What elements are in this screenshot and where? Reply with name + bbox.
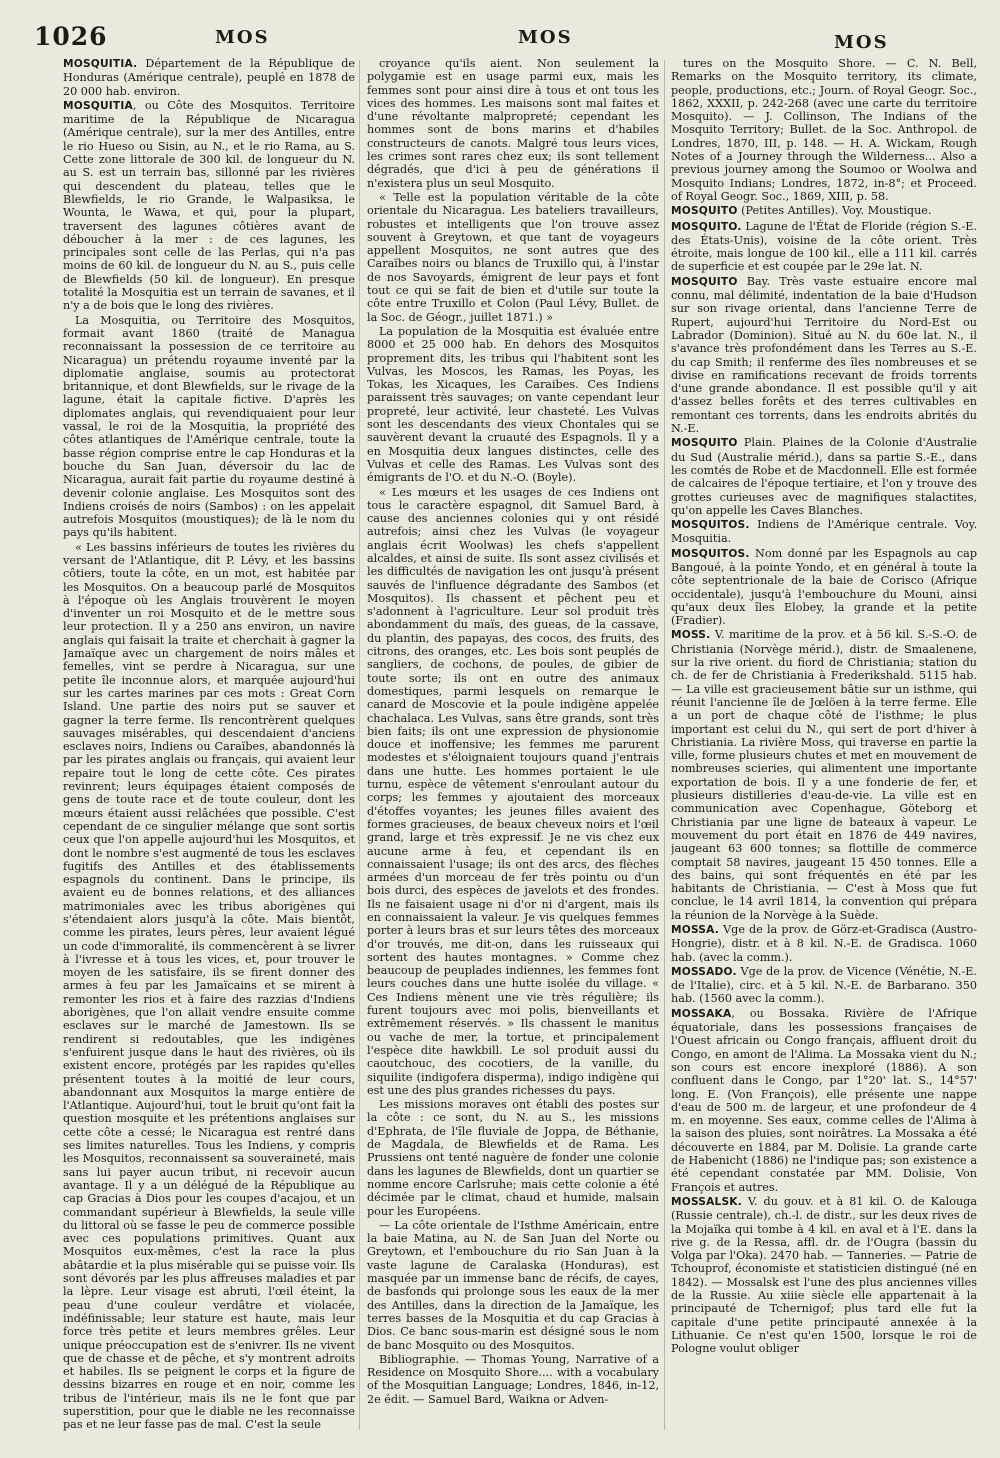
entry-headword: MOSSAKA: [671, 1007, 732, 1020]
entry-headword: MOSQUITO: [671, 275, 738, 288]
paragraph-text: tures on the Mosquito Shore. — C. N. Bell, Remarks on the Mosquito territory, its climate, people, productions, etc.; Journ. of Royal Geogr. Soc., 1862, XXXII, p. 242-268 (avec une carte du territoire Mosquito). — J. Collinson, The Indians of the Mosquito Territory; Bullet. de la Soc. Anthropol. de Londres, 1870, III, p. 148. — H. A. Wickam, Rough Notes of a Journey through the Wilderness... Also a previous journey among the Soumoo or Woolwa and Mosquito Indians; Londres, 1872, in-8°; et Proceed. of Royal Geogr. Soc., 1869, XIII, p. 58.: [671, 57, 977, 203]
text-columns: [55, 57, 985, 1442]
paragraph-text: « Les mœurs et les usages de ces Indiens ont tous le caractère espagnol, dit Samuel Bard, à cause des anciennes colonies qui y ont résidé autrefois; ainsi chez les Vulvas (le voyageur anglais écrit Woolwas) les chefs s'appellent alcaldes, et ainsi de suite. Ils sont assez civilisés et les difficultés de navigation les ont jusqu'à présent sauvés de l'influence dégradante des Sambos (et Mosquitos). Ils chassent et pêchent peu et s'adonnent à l'agriculture. Leur sol produit très abondamment du maïs, des gueas, de la cassave, du plantin, des papayas, des cocos, des fruits, des citrons, des oranges, etc. Les bois sont peuplés de sangliers, de cochons, de poules, de gibier de toute sorte; ils ont en outre des animaux domestiques, parmi lesquels on remarque le canard de Moscovie et la poule indigène appelée chachalaca. Les Vulvas, sans être grands, sont très bien faits; ils ont une expression de physionomie douce et inoffensive; les femmes me parurent modestes et s'éloignaient toujours quand j'entrais dans une hutte. Les hommes portaient le ule turnu, espèce de vêtement s'enroulant autour du corps; les femmes y ajoutaient des morceaux d'étoffes voyantes; les jeunes filles avaient des formes gracieuses, de beaux cheveux noirs et l'œil grand, large et très expressif. Je ne vis chez eux aucune arme à feu, et cependant ils en connaissaient l'usage; ils ont des arcs, des flèches armées d'un morceau de fer très pointu ou d'un bois durci, des espèces de javelots et des frondes. Ils ne faisaient usage ni d'or ni d'argent, mais ils en connaissaient la valeur. Je vis quelques femmes porter à leurs bras et sur leurs têtes des morceaux d'or trouvés, me dit-on, dans les ruisseaux qui sortent des hautes montagnes. » Comme chez beaucoup de peuplades indiennes, les femmes font leurs couches dans une hutte isolée du village. « Ces Indiens mènent une vie très régulière; ils furent toujours avec moi polis, bienveillants et extrêmement réservés. » Ils chassent le manitus ou vache de mer, la tortue, et principalement l'espèce dite hawkbill. Le sol produit aussi du caoutchouc, des cocotiers, de la vanille, du siquilite (indigofera disperma), indigo indigène qui est une des plus grandes richesses du pays.: [367, 485, 659, 1097]
paragraph-text: croyance qu'ils aient. Non seulement la polygamie est en usage parmi eux, mais les femmes sont pour ainsi dire à tous et ont tous les vices des hommes. Les maisons sont mal faites et d'une révoltante malpropreté; cependant les hommes sont de bons marins et d'habiles constructeurs de canots. Malgré tous leurs vices, les crimes sont rares chez eux; ils sont tellement dégradés, que d'ici à peu de générations il n'existera plus un seul Mosquito.: [367, 57, 659, 190]
column-3: [671, 57, 977, 1442]
entry-headword: MOSQUITIA: [63, 99, 133, 112]
paragraph: [367, 1219, 659, 1352]
entry-headword: MOSQUITOS.: [671, 547, 750, 560]
paragraph-text: Lagune de l'État de Floride (région S.-E. des États-Unis), voisine de la côte orient. Très étroite, mais longue de 100 kil., elle a 111 kil. carrés de superficie et est coupée par le 29e lat. N.: [671, 219, 977, 274]
page-number: 1026: [34, 22, 108, 51]
paragraph: [671, 57, 977, 203]
dictionary-entry: [671, 204, 977, 218]
entry-headword: MOSSADO.: [671, 965, 737, 978]
dictionary-entry: [671, 1007, 977, 1194]
dictionary-entry: [671, 518, 977, 546]
paragraph-text: « Telle est la population véritable de la côte orientale du Nicaragua. Les bateliers travailleurs, robustes et intelligents que l'on trouve assez souvent à Greytown, et que tant de voyageurs appellent Mosquitos, ne sont autres que des Caraïbes noirs ou blancs de Truxillo qui, à l'instar de nos Savoyards, émigrent de leur pays et font tout ce qui se fait de bien et d'utile sur toute la côte entre Truxillo et Colon (Paul Lévy, Bullet. de la Soc. de Géogr., juillet 1871.) »: [367, 190, 659, 324]
paragraph-text: , ou Bossaka. Rivière de l'Afrique équatoriale, dans les possessions françaises de l'Ouest africain ou Congo français, affluent droit du Congo, en amont de l'Alima. La Mossaka vient du N.; son cours est encore inexploré (1886). A son confluent dans le Congo, par 1°20' lat. S., 14°57' long. E. (Von François), elle présente une nappe d'eau de 500 m. de largeur, et une profondeur de 4 m. en moyenne. Ses eaux, comme celles de l'Alima à la saison des pluies, sont noirâtres. La Mossaka a été découverte en 1884, par M. Dolisie. La grande carte de Habenicht (1886) ne l'indique pas; son existence a été cependant constatée par MM. Dolisie, Von François et autres.: [671, 1006, 977, 1194]
dictionary-entry: [63, 57, 355, 98]
paragraph-text: Plain. Plaines de la Colonie d'Australie du Sud (Australie mérid.), dans sa partie S.-E., dans les comtés de Robe et de Macdonnell. Elle est formée de calcaires de l'époque tertiaire, et l'on y trouve des grottes curieuses avec de magnifiques stalactites, qu'on appelle les Caves Blanches.: [671, 436, 977, 517]
page-header: [30, 18, 970, 58]
paragraph: [367, 57, 659, 190]
paragraph-text: V. maritime de la prov. et à 56 kil. S.-S.-O. de Christiania (Norvège mérid.), distr. de Smaalenene, sur la rive orient. du fiord de Christiania; station du ch. de fer de Christiania à Frederikshald. 5115 hab. — La ville est gracieusement bâtie sur un isthme, qui réunit l'ancienne île de Jœlöen à la terre ferme. Elle a un port de chaque côté de l'isthme; le plus important est celui du N., qui sert de port d'hiver à Christiania. La rivière Moss, qui traverse en partie la ville, forme plusieurs chutes et met en mouvement de nombreuses scieries, qui alimentent une importante exportation de bois. Il y a une fonderie de fer, et plusieurs distilleries d'eau-de-vie. La ville est en communication avec Copenhague, Göteborg et Christiania par une ligne de bateaux à vapeur. Le mouvement du port était en 1876 de 449 navires, jaugeant 63 600 tonnes; sa flottille de commerce comptait 58 navires, jaugeant 15 450 tonnes. Elle a des bains, qui sont fréquentés en été par les habitants de Christiania. — C'est à Moss que fut conclue, le 14 avril 1814, la convention qui prépara la réunion de la Norvège à la Suède.: [671, 628, 977, 922]
paragraph-text: La Mosquitia, ou Territoire des Mosquitos, formait avant 1860 (traité de Managua reconnaissant la possession de ce territoire au Nicaragua) un prétendu royaume inventé par la diplomatie anglaise, soumis au protectorat britannique, et dont Blewfields, sur le rivage de la lagune, était la capitale fictive. D'après les diplomates anglais, qui revendiquaient pour leur vassal, le roi de la Mosquitia, la propriété des côtes atlantiques de l'Amérique centrale, toute la basse région comprise entre le cap Honduras et la bouche du San Juan, déversoir du lac de Nicaragua, aurait fait partie du royaume destiné à devenir colonie anglaise. Les Mosquitos sont des Indiens croisés de noirs (Sambos) : on les appelait autrefois Mosquitos (moustiques); de là le nom du pays qu'ils habitent.: [63, 313, 355, 540]
paragraph-text: Les missions moraves ont établi des postes sur la côte : ce sont, du N. au S., les missions d'Ephrata, de l'île fluviale de Joppa, de Béthanie, de Magdala, de Blewfields et de Rama. Les Prussiens ont tenté naguère de fonder une colonie dans les lagunes de Blewfields, dont un quartier se nomme encore Carlsruhe; mais cette colonie a été décimée par le climat, chaud et humide, malsain pour les Européens.: [367, 1098, 659, 1218]
entry-headword: MOSSALSK.: [671, 1195, 742, 1208]
paragraph: [367, 1098, 659, 1218]
entry-headword: MOSQUITO: [671, 205, 738, 218]
paragraph-text: Bay. Très vaste estuaire encore mal connu, mal délimité, indentation de la baie d'Hudson sur son rivage oriental, dans l'ancienne Terre de Rupert, aujourd'hui Territoire du Nord-Est ou Labrador (Dominion). Situé au N. du 60e lat. N., il s'avance très profondément dans les Terres au S.-E. du cap Smith; il renferme des îles nombreuses et se divise en ramifications recevant de froids torrents d'une grande abondance. Il est possible qu'il y ait d'assez belles forêts et des terres cultivables en remontant ces torrents, dans les endroits abrités du N.-E.: [671, 274, 977, 436]
paragraph-text: Nom donné par les Espagnols au cap Bangoué, à la pointe Yondo, et en général à toute la côte septentrionale de la baie de Corisco (Afrique occidentale), jusqu'à l'embouchure du Mouni, ainsi qu'aux deux îles Elobey, la grande et la petite (Fradier).: [671, 546, 977, 628]
dictionary-entry: [671, 436, 977, 517]
paragraph-text: Département de la République de Honduras (Amérique centrale), peuplé en 1878 de 20 000 hab. environ.: [63, 57, 355, 98]
running-head-center: MOS: [518, 27, 573, 48]
paragraph-text: La population de la Mosquitia est évaluée entre 8000 et 25 000 hab. En dehors des Mosquitos proprement dits, les tribus qui l'habitent sont les Vulvas, les Moscos, les Ramas, les Poyas, les Tokas, les Xicaques, les Caraibes. Ces Indiens paraissent très sauvages; on vante cependant leur propreté, leur activité, leur chasteté. Les Vulvas sont les descendants des vieux Chontales qui se sauvèrent devant la cruauté des Espagnols. Il y a en Mosquitia deux langues distinctes, celle des Vulvas et celle des Ramas. Les Vulvas sont des émigrants de l'O. et du N.-O. (Boyle).: [367, 324, 659, 485]
paragraph-text: Indiens de l'Amérique centrale. Voy. Mosquitia.: [671, 518, 977, 546]
column-2: [367, 57, 659, 1442]
dictionary-entry: [63, 99, 355, 313]
entry-headword: MOSQUITO: [671, 437, 738, 450]
paragraph-text: Bibliographie. — Thomas Young, Narrative of a Residence on Mosquito Shore.... with a vocabulary of the Mosquitian Language; Londres, 1846, in-12, 2e édit. — Samuel Bard, Waikna or Adven-: [367, 1352, 659, 1406]
dictionary-entry: [671, 965, 977, 1006]
entry-headword: MOSQUITOS.: [671, 519, 750, 532]
entry-headword: MOSSA.: [671, 924, 719, 936]
paragraph: [367, 191, 659, 324]
paragraph: [63, 314, 355, 540]
paragraph: [367, 486, 659, 1098]
paragraph-text: (Petites Antilles). Voy. Moustique.: [737, 204, 932, 218]
dictionary-entry: [671, 547, 977, 628]
paragraph: [63, 541, 355, 1432]
paragraph-text: Vge de la prov. de Görz-et-Gradisca (Austro-Hongrie), distr. et à 8 kil. N.-E. de Gradisca. 1060 hab. (avec la comm.).: [671, 923, 977, 964]
entry-headword: MOSQUITO.: [671, 220, 742, 233]
paragraph: [367, 1353, 659, 1406]
paragraph-text: « Les bassins inférieurs de toutes les rivières du versant de l'Atlantique, dit P. Lévy, et les bassins côtiers, toute la côte, en un mot, est habitée par les Mosquitos. On a beaucoup parlé de Mosquitos à l'époque où les Anglais trouvèrent le moyen d'inventer un roi Mosquito et de le mettre sous leur protection. Il y a 250 ans environ, un navire anglais qui faisait la traite et cherchait à gagner la Jamaïque avec un chargement de noirs mâles et femelles, vint se perdre à Nicaragua, sur une petite île inconnue alors, et marquée aujourd'hui sur les cartes marines par ces mots : Great Corn Island. Une partie des noirs put se sauver et gagner la terre ferme. Ils rencontrèrent quelques sauvages misérables, qui descendaient d'anciens esclaves noirs, Indiens ou Caraïbes, abandonnés là par les pirates anglais ou français, qui avaient leur repaire tout le long de cette côte. Ces pirates revinrent; leurs équipages étaient composés de gens de toute race et de toute couleur, dont les mœurs étaient aussi relâchées que possible. C'est cependant de ce singulier mélange que sont sortis ceux que l'on appelle aujourd'hui les Mosquitos, et dont le nombre s'est augmenté de tous les esclaves fugitifs des Antilles et des établissements espagnols du continent. Dans le principe, ils avaient eu de bonnes relations, et des alliances matrimoniales avec les tribus aborigènes qui s'étendaient alors jusqu'à la côte. Mais bientôt, comme les pirates, leurs pères, leur avaient légué un code d'immoralité, ils commencèrent à se livrer à l'ivresse et à tous les vices, et, pour trouver le moyen de les satisfaire, ils se firent donner des armes à feu par les Jamaïcains et se mirent à remonter les rios et à faire des razzias d'Indiens aborigènes, que l'on allait vendre ensuite comme esclaves sur le marché de Jamestown. Ils se rendirent si redoutables, que les indigènes s'enfuirent jusque dans le haut des rivières, où ils existent encore, protégés par les rapides qu'elles présentent toutes à la moitié de leur cours, abandonnant aux Mosquitos la marge entière de l'Atlantique. Aujourd'hui, tout le bruit qu'ont fait la question mosquite et les prétentions anglaises sur cette côte a cessé; le Nicaragua est rentré dans ses limites naturelles. Tous les Indiens, y compris les Mosquitos, reconnaissent sa souveraineté, mais sans lui payer aucun tribut, ni recevoir aucun avantage. Il y a un délégué de la République au cap Gracias à Dios pour les coupes d'acajou, et un commandant supérieur à Blewfields, la seule ville du littoral où se fasse le peu de commerce possible avec ces populations primitives. Quant aux Mosquitos eux-mêmes, c'est la race la plus abâtardie et la plus misérable qui se puisse voir. Ils sont dévorés par les plus affreuses maladies et par la lèpre. Leur visage est abruti, l'œil éteint, la peau d'une couleur verdâtre et violacée, indéfinissable; leur stature est haute, mais leur force très petite et leurs membres grêles. Leur unique préoccupation est de s'enivrer. Ils ne vivent que de chasse et de pêche, et s'y montrent adroits et habiles. Ils se peignent le corps et la figure de dessins bizarres en rouge et en noir, comme les tribus de l'intérieur, mais ils ne le font que par superstition, pour que le diable ne les reconnaisse pas et ne leur fasse pas de mal. C'est la seule: [63, 540, 355, 1432]
column-1: [63, 57, 355, 1442]
dictionary-entry: [671, 220, 977, 274]
dictionary-entry: [671, 923, 977, 964]
dictionary-entry: [671, 628, 977, 922]
entry-headword: MOSS.: [671, 629, 711, 642]
running-head-right: MOS: [834, 32, 889, 53]
dictionary-entry: [671, 1195, 977, 1356]
paragraph-text: V. du gouv. et à 81 kil. O. de Kalouga (Russie centrale), ch.-l. de distr., sur les deux rives de la Mojaïka qui tombe à 4 kil. en aval et à l'E. dans la rive g. de la Ressa, affl. dr. de l'Ougra (bassin du Volga par l'Oka). 2470 hab. — Tanneries. — Patrie de Tchouprof, économiste et statisticien distingué (né en 1842). — Mossalsk est l'une des plus anciennes villes de la Russie. Au xiiie siècle elle appartenait à la principauté de Tchernigof; plus tard elle fut la capitale d'une petite principauté annexée à la Lithuanie. Ce n'est qu'en 1500, lorsque le roi de Pologne voulut obliger: [671, 1194, 977, 1356]
paragraph-text: Vge de la prov. de Vicence (Vénétie, N.-E. de l'Italie), circ. et à 5 kil. N.-E. de Barbarano. 350 hab. (1560 avec la comm.).: [671, 964, 977, 1006]
entry-headword: MOSQUITIA.: [63, 58, 138, 70]
running-head-left: MOS: [215, 27, 270, 48]
paragraph-text: , ou Côte des Mosquitos. Territoire maritime de la République de Nicaragua (Amérique centrale), sur la mer des Antilles, entre le rio Hueso ou Sisin, au N., et le rio Rama, au S. Cette zone littorale de 300 kil. de longueur du N. au S. est un terrain bas, sillonné par les rivières qui descendent du plateau, telles que le Blewfields, le rio Grande, le Walpasiksa, le Wounta, le Wawa, et qui, pour la plupart, traversent des lagunes côtières avant de déboucher à la mer : de ces lagunes, les principales sont celle de las Perlas, qui n'a pas moins de 60 kil. de longueur du N. au S., puis celle de Blewfields (50 kil. de longueur). En presque totalité la Mosquitia est un terrain de savanes, et il n'y a de bois que le long des rivières.: [63, 98, 355, 313]
paragraph: [367, 325, 659, 485]
dictionary-entry: [671, 275, 977, 436]
paragraph-text: — La côte orientale de l'Isthme Américain, entre la baie Matina, au N. de San Juan del Norte ou Greytown, et l'embouchure du rio San Juan à la vaste lagune de Caralaska (Honduras), est masquée par un immense banc de récifs, de cayes, de basfonds qui prolonge sous les eaux de la mer des Antilles, dans la direction de la Jamaïque, les terres basses de la Mosquitia et du cap Gracias à Dios. Ce banc sous-marin est désigné sous le nom de banc Mosquito ou des Mosquitos.: [367, 1218, 659, 1352]
